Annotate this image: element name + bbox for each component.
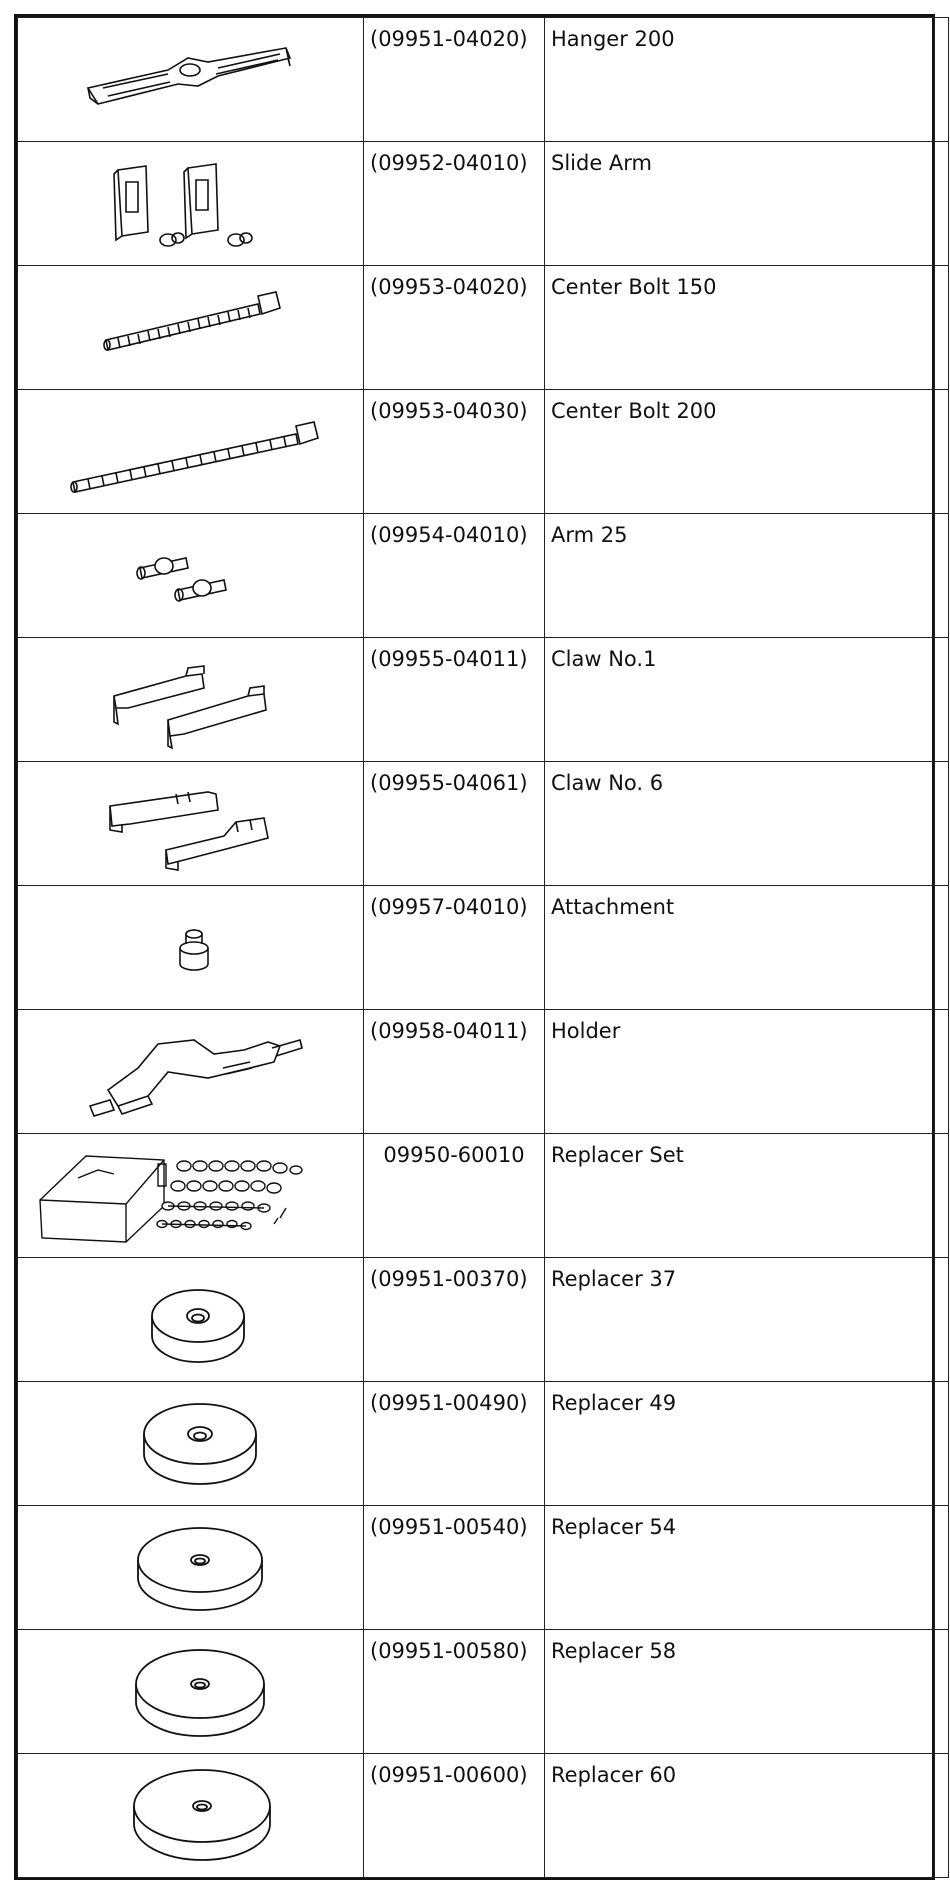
part-number: (09951-00490) <box>364 1382 545 1506</box>
tool-name: Hanger 200 <box>545 18 935 142</box>
center-bolt-150-icon <box>18 266 363 388</box>
part-number: (09955-04011) <box>364 638 545 762</box>
illustration-cell <box>18 18 364 142</box>
part-number: (09954-04010) <box>364 514 545 638</box>
tool-name: Replacer Set <box>545 1134 935 1258</box>
table-row <box>18 762 949 886</box>
slide-arm-icon <box>18 142 363 264</box>
table-row <box>18 886 949 1010</box>
part-number: (09951-00540) <box>364 1506 545 1630</box>
table-row <box>18 142 949 266</box>
tool-table <box>17 17 949 1878</box>
claw-6-icon <box>18 762 363 884</box>
illustration-cell <box>18 1134 364 1258</box>
arm-icon <box>18 514 363 636</box>
holder-icon <box>18 1010 363 1132</box>
remarks-cell <box>935 1258 949 1382</box>
part-number: (09953-04030) <box>364 390 545 514</box>
part-number: (09958-04011) <box>364 1010 545 1134</box>
replacer-set-icon <box>18 1134 363 1256</box>
replacer-54-icon <box>18 1506 363 1628</box>
illustration-cell <box>18 390 364 514</box>
remarks-cell <box>935 514 949 638</box>
replacer-58-icon <box>18 1630 363 1752</box>
tool-name: Replacer 54 <box>545 1506 935 1630</box>
replacer-49-icon <box>18 1382 363 1504</box>
part-number: (09951-00370) <box>364 1258 545 1382</box>
remarks-cell <box>935 18 949 142</box>
attachment-icon <box>18 886 363 1008</box>
remarks-cell <box>935 762 949 886</box>
remarks-cell <box>935 1134 949 1258</box>
part-number: (09951-00580) <box>364 1630 545 1754</box>
illustration-cell <box>18 266 364 390</box>
illustration-cell <box>18 142 364 266</box>
remarks-cell <box>935 266 949 390</box>
part-number: 09950-60010 <box>364 1134 545 1258</box>
tool-name: Claw No.1 <box>545 638 935 762</box>
remarks-cell <box>935 886 949 1010</box>
remarks-cell <box>935 142 949 266</box>
tool-name: Center Bolt 150 <box>545 266 935 390</box>
illustration-cell <box>18 1258 364 1382</box>
tool-name: Arm 25 <box>545 514 935 638</box>
tool-name: Slide Arm <box>545 142 935 266</box>
tool-name: Holder <box>545 1010 935 1134</box>
remarks-cell <box>935 390 949 514</box>
remarks-cell <box>935 638 949 762</box>
tool-name: Replacer 60 <box>545 1754 935 1878</box>
table-row <box>18 1258 949 1382</box>
table-row <box>18 1754 949 1878</box>
remarks-cell <box>935 1382 949 1506</box>
remarks-cell <box>935 1630 949 1754</box>
table-row <box>18 638 949 762</box>
table-row <box>18 390 949 514</box>
illustration-cell <box>18 762 364 886</box>
illustration-cell <box>18 1010 364 1134</box>
remarks-cell <box>935 1754 949 1878</box>
claw-1-icon <box>18 638 363 760</box>
hanger-icon <box>18 18 363 140</box>
table-row <box>18 1506 949 1630</box>
center-bolt-200-icon <box>18 390 363 512</box>
illustration-cell <box>18 1506 364 1630</box>
illustration-cell <box>18 1382 364 1506</box>
part-number: (09953-04020) <box>364 266 545 390</box>
tool-name: Replacer 37 <box>545 1258 935 1382</box>
part-number: (09951-00600) <box>364 1754 545 1878</box>
tool-name: Replacer 49 <box>545 1382 935 1506</box>
illustration-cell <box>18 886 364 1010</box>
remarks-cell <box>935 1010 949 1134</box>
tool-name: Center Bolt 200 <box>545 390 935 514</box>
tool-name: Replacer 58 <box>545 1630 935 1754</box>
table-row <box>18 1382 949 1506</box>
tool-name: Attachment <box>545 886 935 1010</box>
part-number: (09951-04020) <box>364 18 545 142</box>
tool-name: Claw No. 6 <box>545 762 935 886</box>
illustration-cell <box>18 1754 364 1878</box>
table-row <box>18 266 949 390</box>
remarks-cell <box>935 1506 949 1630</box>
table-row <box>18 1134 949 1258</box>
tool-list-sheet <box>14 14 935 1880</box>
table-row <box>18 514 949 638</box>
part-number: (09957-04010) <box>364 886 545 1010</box>
part-number: (09955-04061) <box>364 762 545 886</box>
table-row <box>18 1630 949 1754</box>
illustration-cell <box>18 1630 364 1754</box>
part-number: (09952-04010) <box>364 142 545 266</box>
table-row <box>18 1010 949 1134</box>
illustration-cell <box>18 638 364 762</box>
replacer-60-icon <box>18 1754 363 1876</box>
replacer-37-icon <box>18 1258 363 1380</box>
illustration-cell <box>18 514 364 638</box>
table-row <box>18 18 949 142</box>
